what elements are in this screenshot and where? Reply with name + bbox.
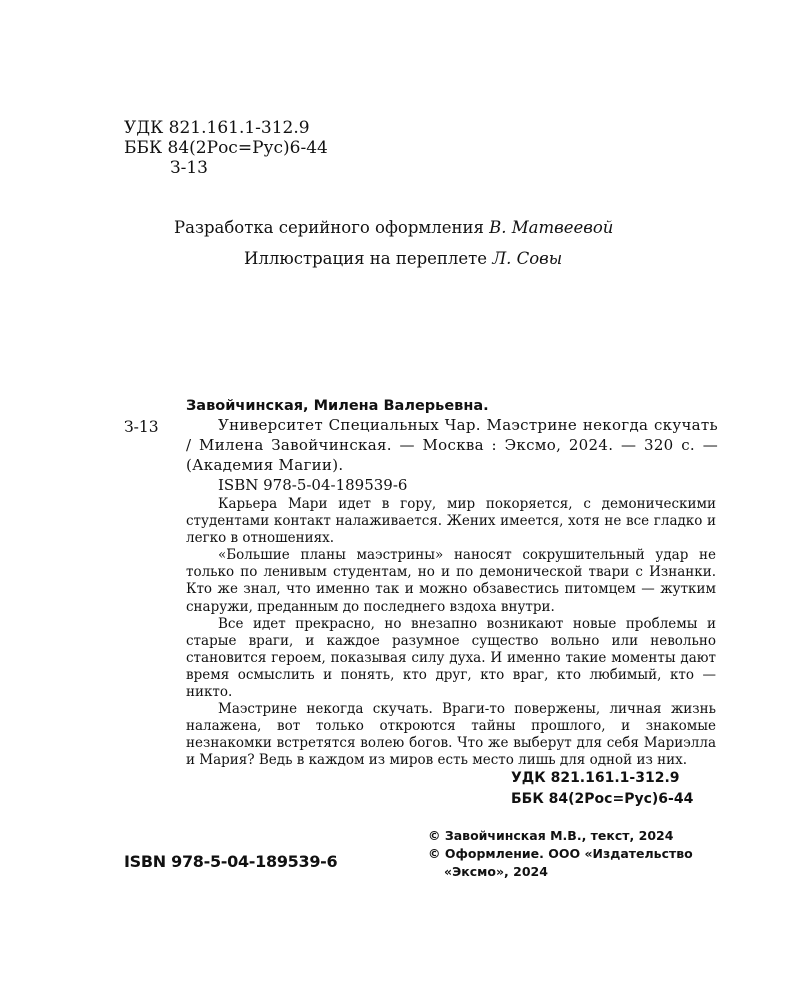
bbk-bottom: ББК 84(2Рос=Рус)6-44 [511, 791, 694, 807]
copyright-publisher: «Эксмо», 2024 [444, 864, 548, 879]
isbn-large: ISBN 978-5-04-189539-6 [124, 852, 338, 871]
copyright-text: © Завойчинская М.В., текст, 2024 [428, 828, 674, 843]
copyright-design: © Оформление. ООО «Издательство [428, 846, 693, 861]
entry-author-mark: З-13 [124, 418, 159, 436]
design-credit-prefix: Разработка серийного оформления [174, 218, 484, 237]
design-credit-person: В. Матвеевой [489, 218, 614, 237]
annotation [186, 496, 716, 770]
entry-isbn: ISBN 978-5-04-189539-6 [218, 476, 408, 494]
annotation-paragraph: «Большие планы маэстрины» наносят сокрушительный удар не только по ленивым студентам, но и по демонической твари с Изнанки. Кто же знал, что именно так и можно обзавестись питомцем — жутким снаружи, преданным до последнего вздоха внутри. [186, 547, 716, 615]
entry-description-text: Университет Специальных Чар. Маэстрине некогда скучать / Милена Завойчинская. — Москва : Эксмо, 2024. — 320 с. — (Академия Магии). [186, 416, 718, 474]
udk-bottom: УДК 821.161.1-312.9 [511, 770, 680, 786]
annotation-paragraph: Маэстрине некогда скучать. Враги-то повержены, личная жизнь налажена, вот только откроются тайны прошлого, и знакомые незнакомки встретятся волею богов. Что же выберут для себя Мариэлла и Мария? Ведь в каждом из миров есть место лишь для одной из них. [186, 701, 716, 769]
author-mark-top: З-13 [170, 158, 208, 178]
udk-top: УДК 821.161.1-312.9 [124, 118, 310, 138]
illustration-credit [244, 249, 562, 268]
entry-description [186, 415, 718, 475]
entry-author: Завойчинская, Милена Валерьевна. [186, 398, 489, 414]
annotation-paragraph: Все идет прекрасно, но внезапно возникают новые проблемы и старые враги, и каждое разумное существо вольно или невольно становится героем, показывая силу духа. И именно такие моменты дают время осмыслить и понять, кто друг, кто враг, кто любимый, кто — никто. [186, 615, 716, 701]
design-credit [174, 218, 613, 237]
bbk-top: ББК 84(2Рос=Рус)6-44 [124, 138, 328, 158]
annotation-paragraph: Карьера Мари идет в гору, мир покоряется, с демоническими студентами контакт налаживается. Жених имеется, хотя не все гладко и легко в отношениях. [186, 496, 716, 547]
illustration-credit-prefix: Иллюстрация на переплете [244, 249, 488, 268]
illustration-credit-person: Л. Совы [492, 249, 563, 268]
